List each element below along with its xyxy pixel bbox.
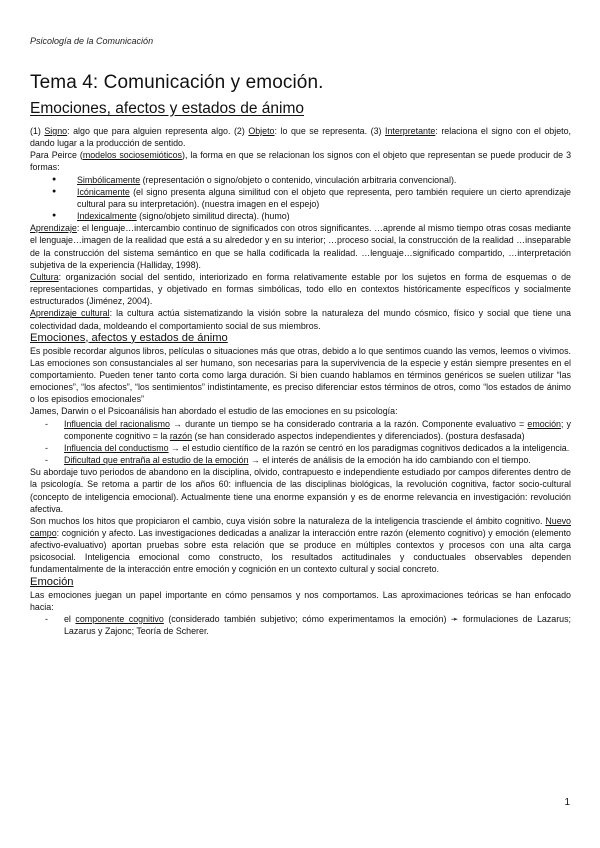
term-razon: razón: [169, 430, 193, 441]
list-item: [30, 442, 571, 454]
text-run: : lo que se representa. (3): [274, 126, 386, 136]
text-run: : organización social del sentido, interiorizado en forma relativamente estable por los sujetos en forma de esquemas o de representaciones compartidas, y objetivado en formas simbólicas, todo ello en contextos históricamente específicos y socialmente estructurados (Jiménez, 2004).: [30, 271, 571, 307]
text-run: : relaciona el signo con el objeto, dando lugar a la producción de sentido.: [30, 126, 572, 149]
bullet-list: [30, 174, 571, 223]
list-text: → el estudio científico de la razón se centró en los paradigmas cognitivos dedicados a la inteligencia.: [168, 442, 570, 453]
list-item: [30, 210, 571, 222]
paragraph-james-darwin: James, Darwin o el Psicoanálisis han abordado el estudio de las emociones en su psicología:: [30, 406, 398, 417]
paragraph-abordaje: Su abordaje tuvo periodos de abandono en la disciplina, olvido, contrapuesto e independiente estudiado por campos diferentes dentro de la psicología. Se retoma a partir de los años 60: influencia de las disciplinas biológicas, la revolución cognitiva, factor socio-cultural (concepto de inteligencia emocional). Actualmente tiene una enorme expansión y es de enorme relevancia en investigación: revolución afectiva.: [30, 467, 571, 514]
paragraph-aprendizaje: [30, 222, 571, 271]
paragraph-signo: [30, 125, 571, 149]
term-objeto: Objeto: [248, 126, 275, 136]
list-term: Indexicalmente: [77, 211, 137, 222]
term-signo: Signo: [44, 126, 68, 136]
list-term: Icónicamente: [77, 186, 130, 197]
paragraph-emociones-intro: Es posible recordar algunos libros, películas o situaciones más que otras, debido a lo que sentimos cuando las vemos, leemos o vivimos. Las emociones son consustanciales al ser humano, son necesarias para la supervivencia de la especie y están siempre presentes en el comportamiento. Pueden tener tanto corta como larga duración. Si bien cuando hablamos en términos genéricos se suelen utilizar “las emociones”, “los afectos”, “los sentimientos” indistintamente, es preciso diferenciar estos términos de otros, como “los estados de ánimo o los episodios emocionales”: [30, 345, 571, 405]
paragraph-peirce: [30, 149, 571, 173]
dash-list: [30, 418, 571, 467]
running-header: Psicología de la Comunicación: [30, 36, 154, 46]
term-emocion: emoción: [527, 418, 561, 429]
list-term: Influencia del conductismo: [64, 442, 169, 453]
term-interpretante: Interpretante: [385, 126, 436, 136]
list-text: (considerado también subjetivo; cómo experimentamos la emoción) ➛ formulaciones de Lazarus; Lazarus y Zajonc; Teoría de Scherer.: [64, 613, 572, 637]
text-run: : algo que para alguien representa algo. (2): [67, 126, 249, 136]
list-item: [30, 454, 571, 466]
term-cultura: Cultura: [30, 271, 59, 282]
list-item: [30, 186, 571, 210]
text-run: : la cultura actúa sistematizando la visión sobre la naturaleza del mundo cósmico, físico y social que tiene una colectividad dada, moldeando el comportamiento social de sus miembros.: [30, 308, 571, 331]
paragraph-hitos: [30, 515, 571, 576]
page-title: Tema 4: Comunicación y emoción.: [30, 72, 324, 93]
paragraph-aprendizaje-cultural: [30, 307, 571, 331]
term-aprendizaje: Aprendizaje: [30, 223, 77, 234]
list-text: ; y componente cognitivo = la: [64, 418, 571, 441]
list-item: [30, 418, 571, 442]
text-run: ), la forma en que se relacionan los signos con el objeto que representan se puede producir de 3 formas:: [30, 150, 572, 173]
list-text: (representación o signo/objeto o contenido, vinculación arbitraria convencional).: [140, 174, 457, 185]
text-run: (1): [30, 126, 45, 136]
list-item: [30, 613, 571, 637]
term-modelos: modelos sociosemióticos: [82, 150, 182, 161]
page-number: 1: [564, 797, 570, 808]
paragraph-cultura: [30, 271, 571, 307]
list-term: componente cognitivo: [75, 613, 164, 624]
list-text: → el interés de análisis de la emoción ha ido cambiando con el tiempo.: [248, 455, 531, 466]
list-term: Simbólicamente: [77, 174, 141, 185]
term-nuevo-campo: Nuevo campo: [30, 515, 571, 538]
dash-list: [30, 613, 571, 637]
list-text: (el signo presenta alguna similitud con el objeto que representa, pero también requiere un cierto aprendizaje cultural para su interpretación). (nuestra imagen en el espejo): [77, 186, 571, 209]
term-aprendizaje-cultural: Aprendizaje cultural: [30, 308, 110, 319]
text-run: Para Peirce (: [30, 150, 83, 161]
list-text: (signo/objeto similitud directa). (humo): [136, 211, 290, 222]
text-run: Son muchos los hitos que propiciaron el cambio, cuya visión sobre la naturaleza de la inteligencia trasciende el ámbito cognitivo.: [30, 515, 546, 526]
section-heading: Emociones, afectos y estados de ánimo: [30, 100, 304, 117]
list-term: Dificultad que entraña al estudio de la emoción: [64, 455, 249, 466]
paragraph-aproximaciones: Las emociones juegan un papel importante en cómo pensamos y nos comportamos. Las aproximaciones teóricas se han enfocado hacia:: [30, 589, 571, 612]
section-title-emociones: Emociones, afectos y estados de ánimo: [30, 331, 228, 344]
list-text: (se han considerado aspectos independientes y diferenciados). (postura desfasada): [192, 430, 525, 441]
document-body: [30, 125, 571, 637]
text-run: : cognición y afecto. Las investigaciones dedicadas a analizar la interacción entre razón (elemento cognitivo) y emoción (elemento afectivo-evaluativo) aportan pruebas sobre esta relación que se produce en múltiples contextos y procesos con una alta carga psicosocial. Inteligencia emocional como constructo, los resultados actitudinales y conductuales observables dependen fundamentalmente de la interacción entre emoción y cognición en un contexto cultural y social concreto.: [30, 528, 571, 575]
section-title-emocion: Emoción: [30, 575, 74, 588]
list-text: el: [64, 613, 76, 624]
list-item: [30, 174, 571, 186]
list-text: → durante un tiempo se ha considerado contraria a la razón. Componente evaluativo =: [169, 418, 528, 429]
list-term: Influencia del racionalismo: [64, 418, 170, 429]
text-run: : el lenguaje…intercambio continuo de significados con otros significantes. …aprende al mismo tiempo otras cosas mediante el lenguaje…imagen de la realidad que está a su alrededor y en su interior; …proceso social, la construcción de la realidad …inseparable de la construcción del sistema semántico en que se halla codificada la realidad. …lenguaje…significado compartido, …interpretación subjetiva de la experiencia (Halliday, 1998).: [30, 223, 571, 270]
